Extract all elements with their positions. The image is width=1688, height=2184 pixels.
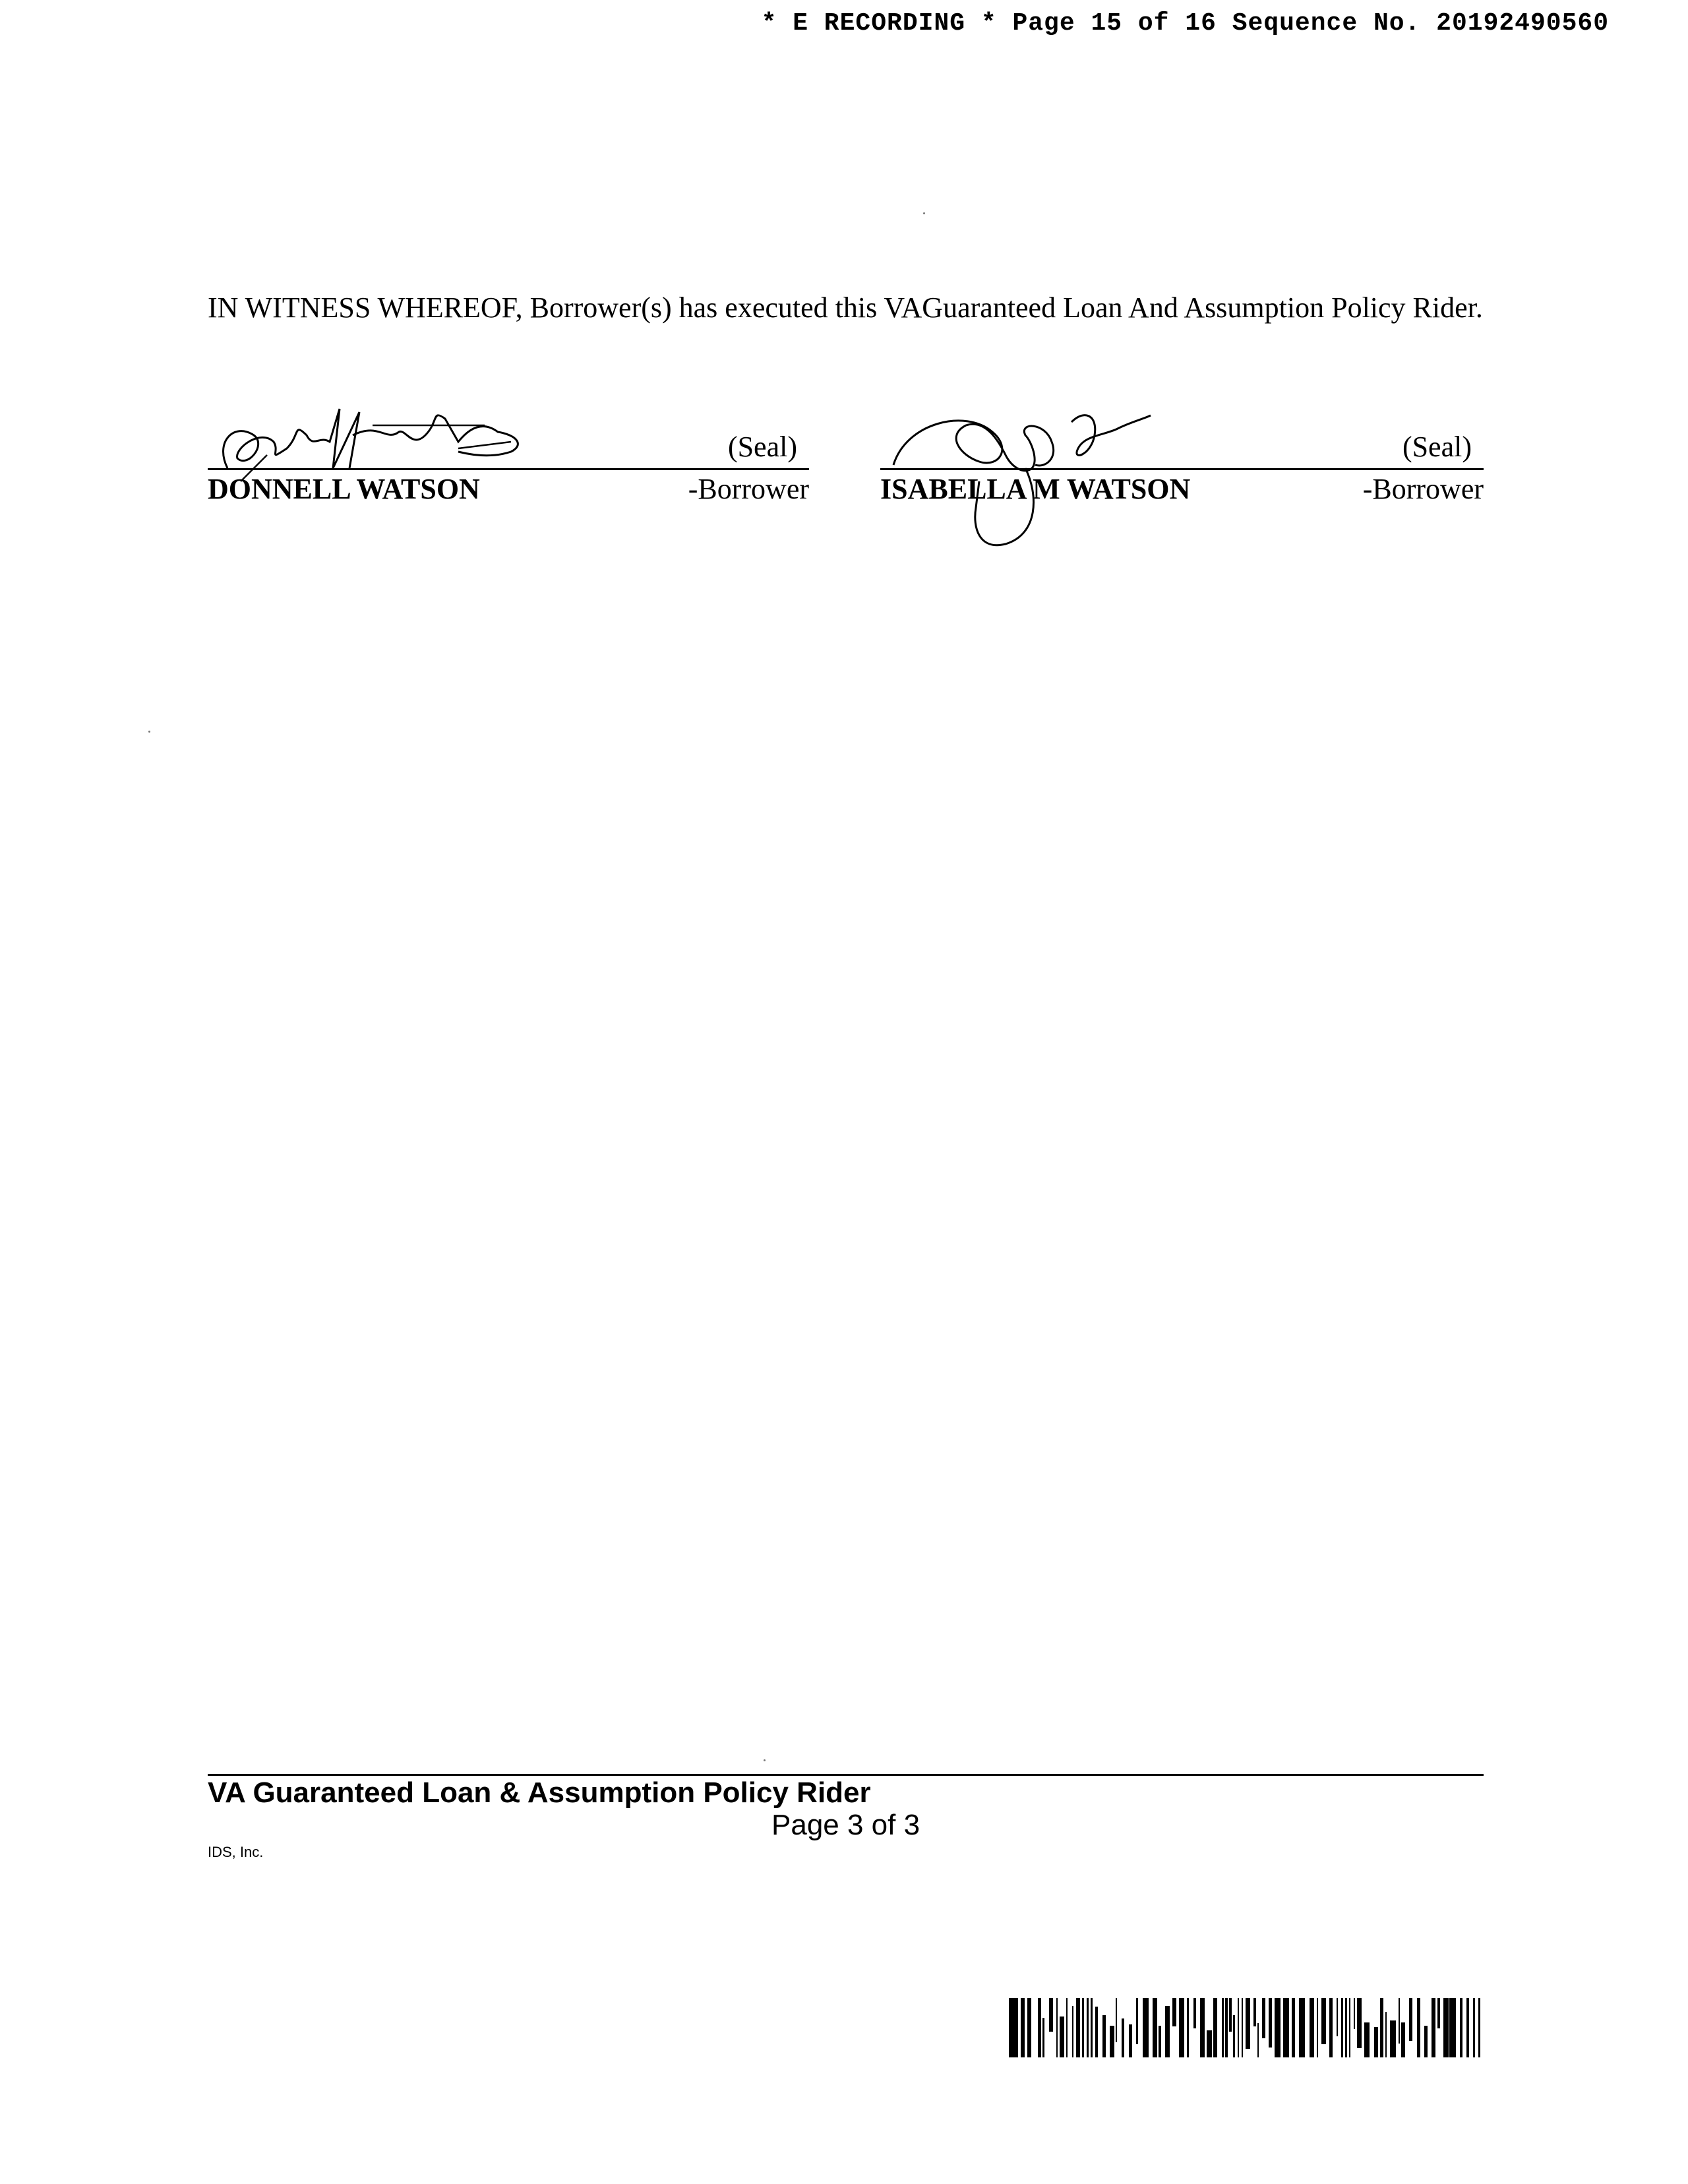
page-indicator: Page 3 of 3 <box>771 1809 920 1841</box>
scan-speck <box>764 1759 766 1761</box>
borrower-role: -Borrower <box>1362 473 1484 505</box>
scan-speck <box>923 212 925 214</box>
signature-block-borrower-2 <box>880 396 1484 514</box>
scan-speck <box>148 731 150 733</box>
borrower-role: -Borrower <box>688 473 809 505</box>
footer-rule <box>208 1774 1484 1776</box>
borrower-name: DONNELL WATSON <box>208 473 480 505</box>
signature-block-borrower-1 <box>208 396 809 514</box>
witness-paragraph: IN WITNESS WHEREOF, Borrower(s) has executed this VAGuaranteed Loan And Assumption Policy Rider. <box>208 291 1483 324</box>
recording-stamp: * E RECORDING * Page 15 of 16 Sequence No. 20192490560 <box>761 9 1609 38</box>
seal-label: (Seal) <box>727 431 797 463</box>
vendor-label: IDS, Inc. <box>208 1844 264 1860</box>
signature-line <box>208 468 809 470</box>
signature-line <box>880 468 1484 470</box>
borrower-name: ISABELLA M WATSON <box>880 473 1191 505</box>
form-title: VA Guaranteed Loan & Assumption Policy Rider <box>208 1776 871 1809</box>
seal-label: (Seal) <box>1402 431 1472 463</box>
barcode-icon <box>1009 1998 1484 2057</box>
